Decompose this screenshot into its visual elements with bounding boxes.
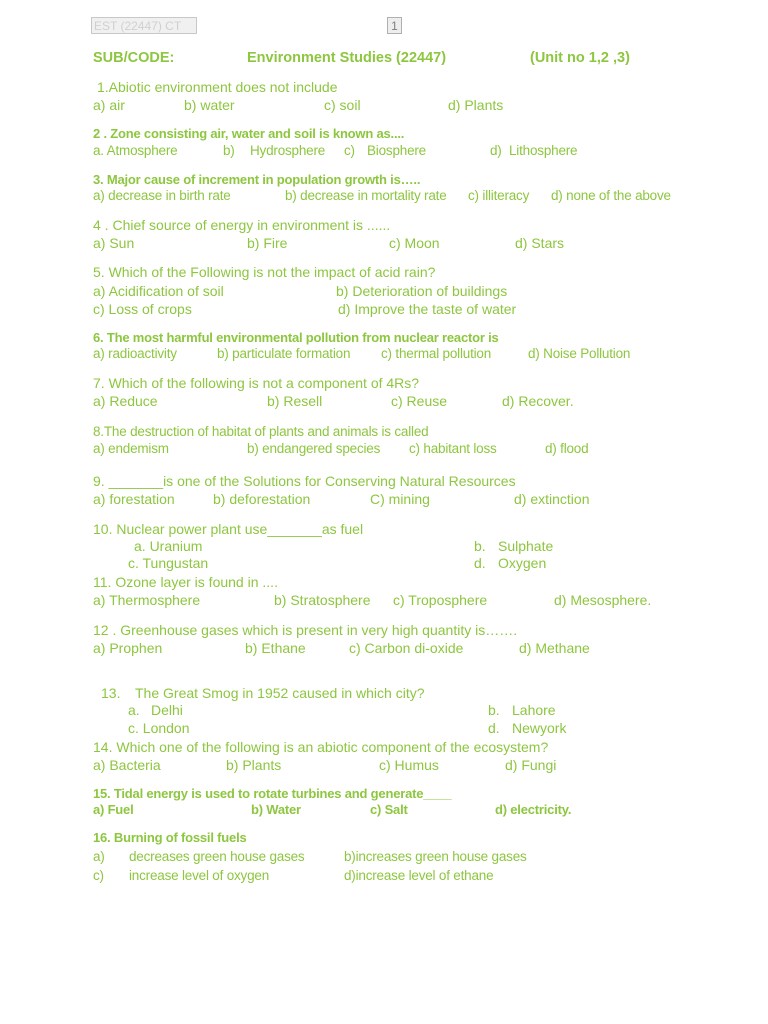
q8-option-c: c) habitant loss xyxy=(409,441,497,456)
q6-option-c: c) thermal pollution xyxy=(381,346,492,361)
q3-option-b: b) decrease in mortality rate xyxy=(285,188,447,203)
question-6: 6. The most harmful environmental pollution from nuclear reactor is xyxy=(93,330,499,345)
q15-option-d: d) electricity. xyxy=(495,802,572,817)
q9-option-c: C) mining xyxy=(370,491,430,507)
q16-option-c: increase level of oxygen xyxy=(129,868,270,883)
q5-option-b: b) Deterioration of buildings xyxy=(336,283,508,299)
q16-option-d: d)increase level of ethane xyxy=(344,868,494,883)
q3-option-d: d) none of the above xyxy=(551,188,671,203)
q14-option-a: a) Bacteria xyxy=(93,757,161,773)
question-9: 9. _______is one of the Solutions for Conserving Natural Resources xyxy=(93,473,516,489)
q8-option-d: d) flood xyxy=(545,441,589,456)
q8-option-a: a) endemism xyxy=(93,441,169,456)
question-5: 5. Which of the Following is not the impact of acid rain? xyxy=(93,264,436,280)
question-11: 11. Ozone layer is found in .... xyxy=(93,574,278,590)
q2-option-c: Biosphere xyxy=(367,143,426,158)
question-13-number: 13. xyxy=(101,685,121,701)
q10-option-b: Sulphate xyxy=(498,538,554,554)
q1-option-a: a) air xyxy=(93,97,125,113)
question-2: 2 . Zone consisting air, water and soil is known as.... xyxy=(93,126,405,141)
q16-option-a-letter: a) xyxy=(93,849,105,864)
question-16: 16. Burning of fossil fuels xyxy=(93,830,247,845)
q9-option-a: a) forestation xyxy=(93,491,175,507)
q5-option-d: d) Improve the taste of water xyxy=(338,301,517,317)
q5-option-c: c) Loss of crops xyxy=(93,301,192,317)
q14-option-b: b) Plants xyxy=(226,757,282,773)
q11-option-c: c) Troposphere xyxy=(393,592,488,608)
q15-option-c: c) Salt xyxy=(370,802,408,817)
q2-option-d: Lithosphere xyxy=(509,143,578,158)
q9-option-b: b) deforestation xyxy=(213,491,311,507)
q5-option-a: a) Acidification of soil xyxy=(93,283,224,299)
q13-option-a: Delhi xyxy=(151,702,183,718)
subject-title: Environment Studies (22447) xyxy=(247,50,447,66)
q1-option-d: d) Plants xyxy=(448,97,504,113)
q10-option-d: Oxygen xyxy=(498,555,547,571)
page-number: 1 xyxy=(387,17,402,34)
q15-option-b: b) Water xyxy=(251,802,301,817)
q13-option-b-letter: b. xyxy=(488,702,500,718)
q13-option-c: c. London xyxy=(128,720,190,736)
question-7: 7. Which of the following is not a component of 4Rs? xyxy=(93,375,420,391)
q2-option-b-letter: b) xyxy=(223,143,235,158)
q11-option-d: d) Mesosphere. xyxy=(554,592,652,608)
header-code-box xyxy=(91,17,197,34)
q15-option-a: a) Fuel xyxy=(93,802,134,817)
q3-option-a: a) decrease in birth rate xyxy=(93,188,231,203)
q10-option-b-letter: b. xyxy=(474,538,486,554)
q2-option-d-letter: d) xyxy=(490,143,502,158)
q4-option-d: d) Stars xyxy=(515,235,565,251)
q16-option-b: b)increases green house gases xyxy=(344,849,527,864)
q9-option-d: d) extinction xyxy=(514,491,590,507)
sub-code-label: SUB/CODE: xyxy=(93,50,175,66)
q14-option-c: c) Humus xyxy=(379,757,439,773)
question-14: 14. Which one of the following is an abiotic component of the ecosystem? xyxy=(93,739,549,755)
q11-option-b: b) Stratosphere xyxy=(274,592,371,608)
q10-option-a: a. Uranium xyxy=(134,538,203,554)
q13-option-d: Newyork xyxy=(512,720,567,736)
q11-option-a: a) Thermosphere xyxy=(93,592,201,608)
q7-option-a: a) Reduce xyxy=(93,393,158,409)
q7-option-b: b) Resell xyxy=(267,393,323,409)
q8-option-b: b) endangered species xyxy=(247,441,381,456)
q2-option-b: Hydrosphere xyxy=(250,143,326,158)
q4-option-b: b) Fire xyxy=(247,235,288,251)
q12-option-b: b) Ethane xyxy=(245,640,306,656)
q2-option-c-letter: c) xyxy=(344,143,355,158)
question-10: 10. Nuclear power plant use_______as fuel xyxy=(93,521,364,537)
q2-option-a: a. Atmosphere xyxy=(93,143,178,158)
header-code: EST (22447) CT xyxy=(94,19,182,33)
units-label: (Unit no 1,2 ,3) xyxy=(530,50,630,66)
q13-option-a-letter: a. xyxy=(128,702,140,718)
q10-option-d-letter: d. xyxy=(474,555,486,571)
q16-option-c-letter: c) xyxy=(93,868,104,883)
q16-option-a: decreases green house gases xyxy=(129,849,305,864)
q12-option-c: c) Carbon di-oxide xyxy=(349,640,464,656)
q1-option-c: c) soil xyxy=(324,97,361,113)
q12-option-d: d) Methane xyxy=(519,640,590,656)
q13-option-d-letter: d. xyxy=(488,720,500,736)
q7-option-c: c) Reuse xyxy=(391,393,448,409)
q6-option-b: b) particulate formation xyxy=(217,346,351,361)
q7-option-d: d) Recover. xyxy=(502,393,574,409)
q10-option-c: c. Tungustan xyxy=(128,555,209,571)
q4-option-a: a) Sun xyxy=(93,235,135,251)
q1-option-b: b) water xyxy=(184,97,235,113)
question-8: 8.The destruction of habitat of plants and animals is called xyxy=(93,424,429,439)
question-4: 4 . Chief source of energy in environment is ...... xyxy=(93,217,391,233)
q6-option-d: d) Noise Pollution xyxy=(528,346,631,361)
q4-option-c: c) Moon xyxy=(389,235,440,251)
question-3: 3. Major cause of increment in population growth is….. xyxy=(93,172,421,187)
q6-option-a: a) radioactivity xyxy=(93,346,177,361)
question-13: The Great Smog in 1952 caused in which city? xyxy=(135,685,425,701)
q13-option-b: Lahore xyxy=(512,702,556,718)
question-12: 12 . Greenhouse gases which is present in very high quantity is……. xyxy=(93,622,518,638)
q12-option-a: a) Prophen xyxy=(93,640,163,656)
q3-option-c: c) illiteracy xyxy=(468,188,530,203)
question-1: 1.Abiotic environment does not include xyxy=(97,79,338,95)
q14-option-d: d) Fungi xyxy=(505,757,557,773)
question-15: 15. Tidal energy is used to rotate turbines and generate____ xyxy=(93,786,452,801)
